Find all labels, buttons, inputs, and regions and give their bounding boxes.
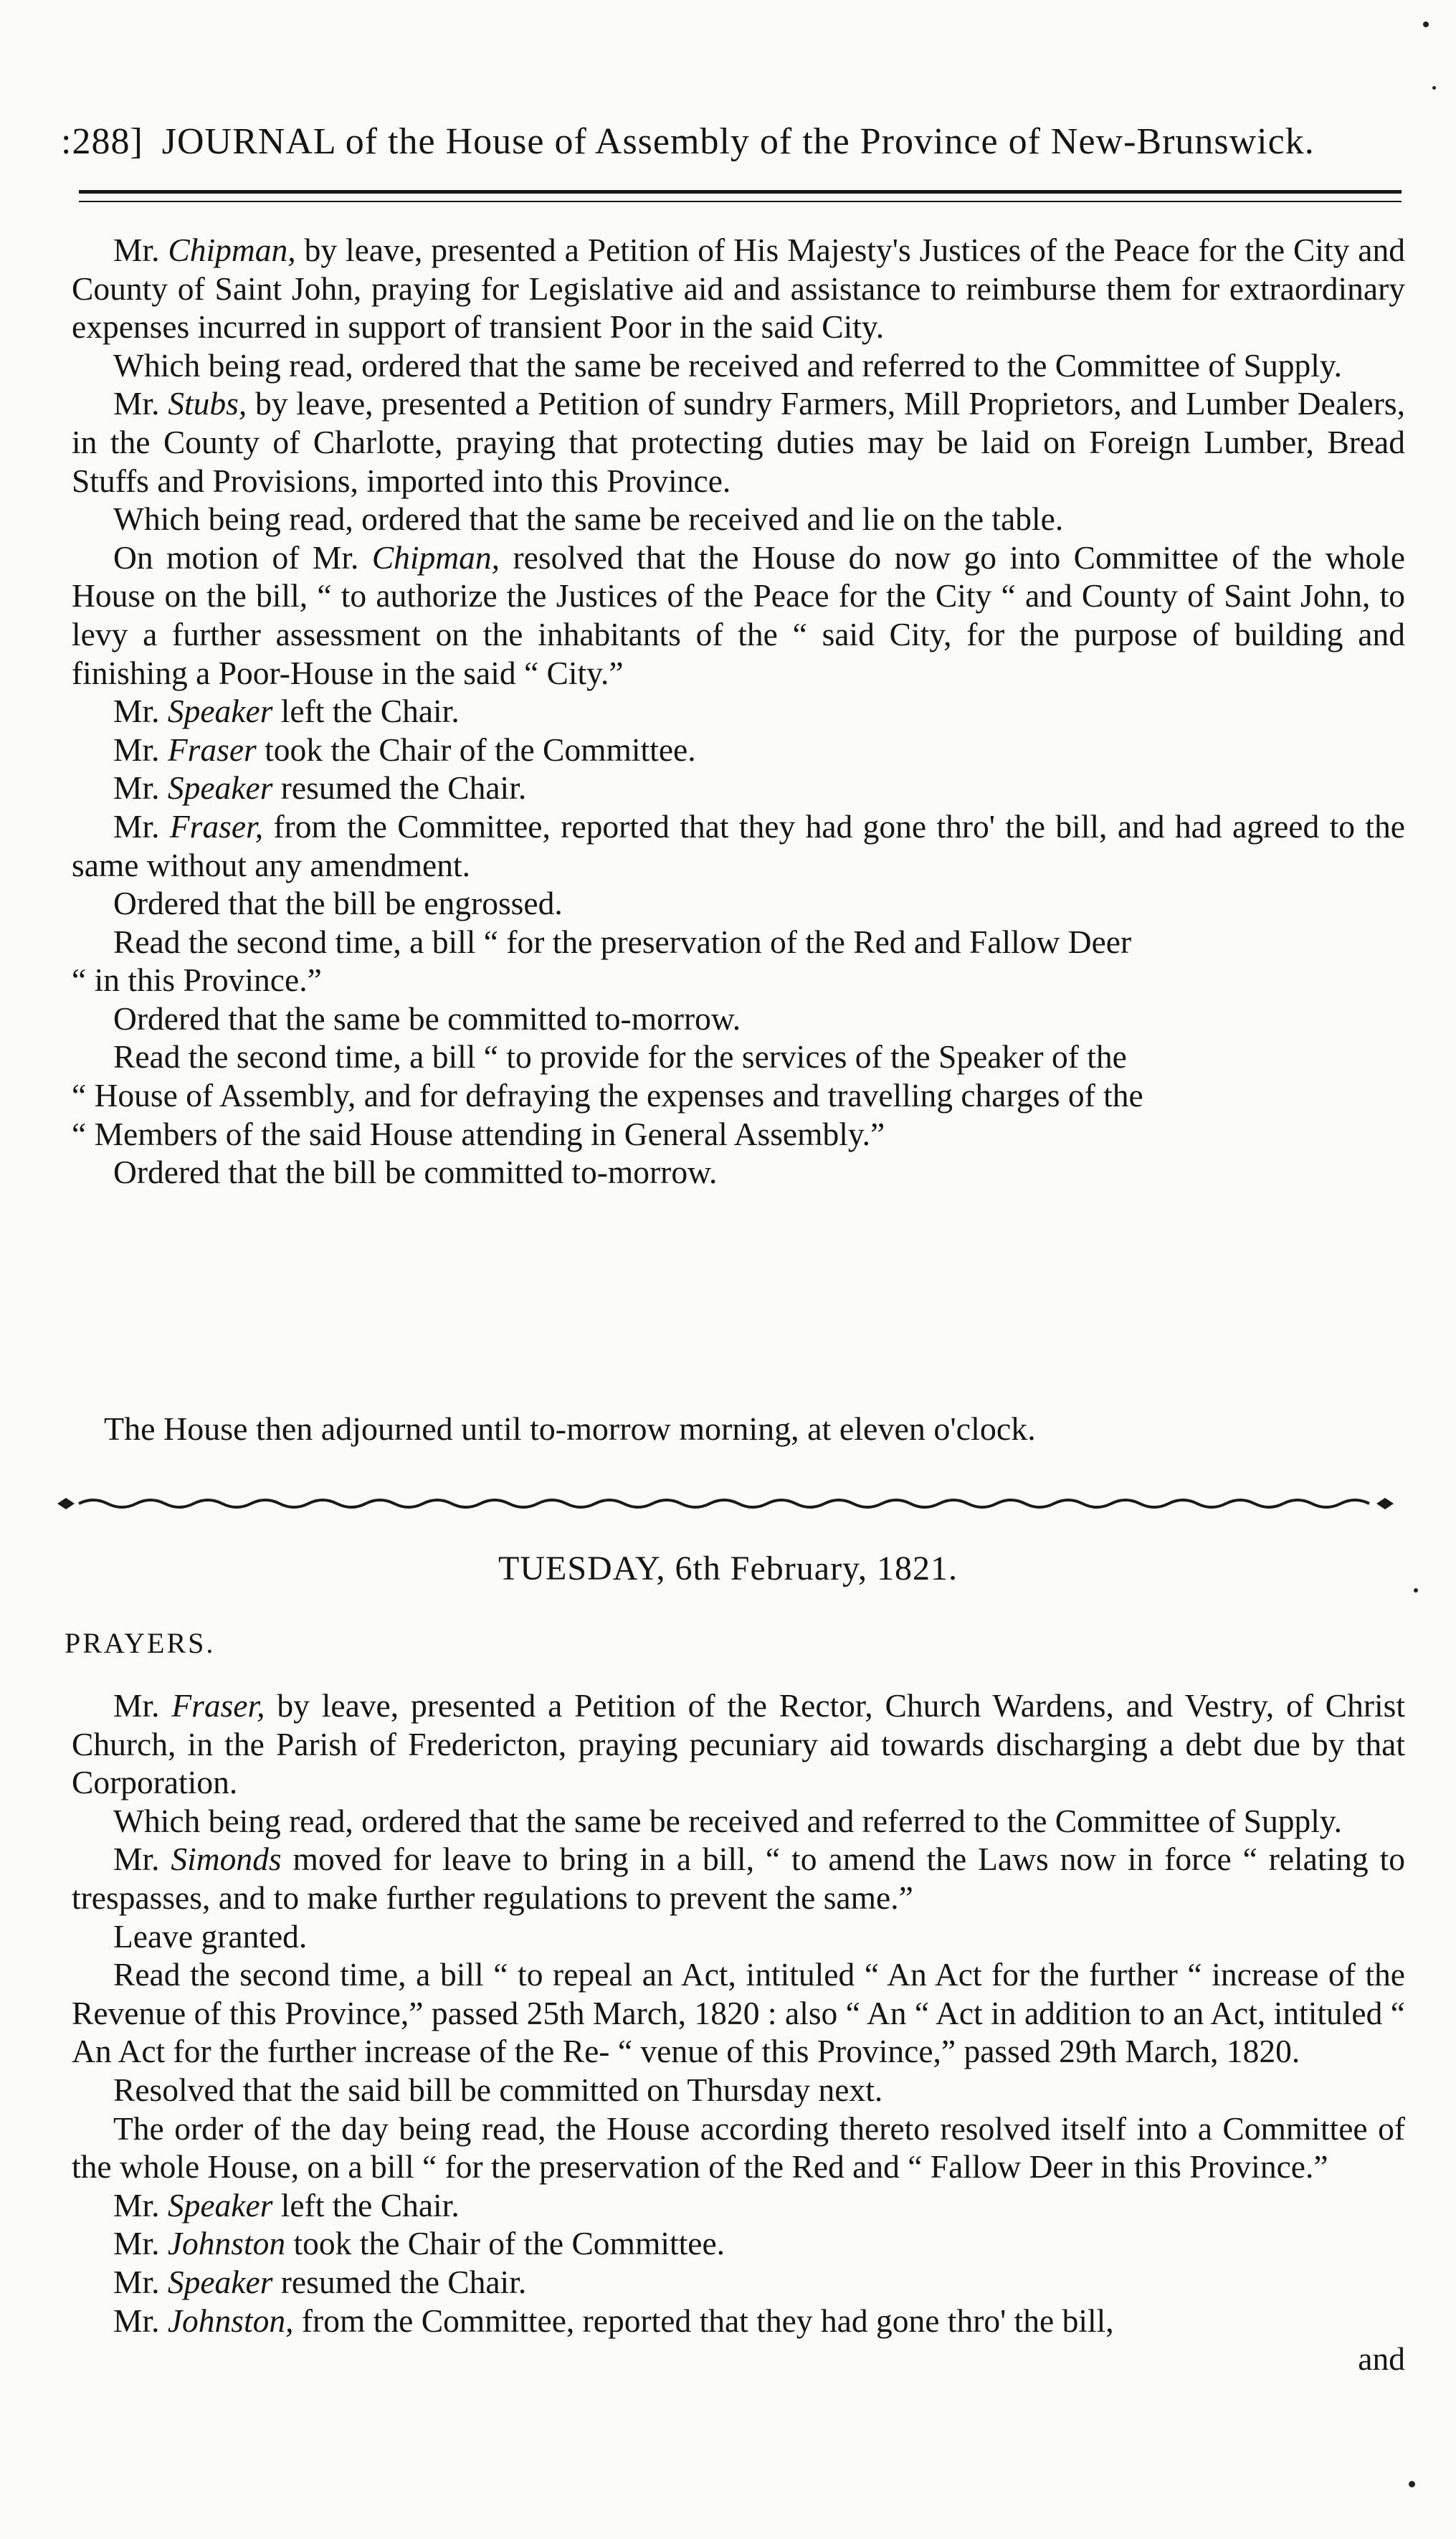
text-run: resolved that the House do now go into Committee of the whole House on the bill, “ to authorize the Justices of the Peace for the City “ and County of Saint John, to levy a further assessment on the inhabitants of the “ said City, for the purpose of building and finishing a Poor-House in the said “ City.” — [72, 538, 1405, 691]
paragraph: Which being read, ordered that the same be received and lie on the table. — [113, 500, 1064, 538]
member-name: Johnston — [167, 2225, 286, 2262]
ornamental-rule — [50, 1494, 1402, 1514]
print-speck — [1414, 1588, 1418, 1593]
print-speck — [1432, 86, 1436, 90]
text-run: took the Chair of the Committee. — [285, 2225, 725, 2262]
text-run: Mr. — [113, 232, 168, 268]
text-run: Mr. — [113, 2186, 168, 2224]
paragraph-continuation: “ Members of the said House attending in General Assembly.” — [72, 1115, 885, 1152]
page-header — [61, 120, 1409, 163]
paragraph: Which being read, ordered that the same be received and referred to the Committee of Supply. — [113, 346, 1343, 384]
paragraph — [72, 731, 1405, 769]
member-name: Chipman, — [371, 538, 500, 576]
text-run: On motion of Mr. — [113, 538, 372, 576]
prayers-heading: PRAYERS. — [65, 1627, 216, 1659]
paragraph-continuation: “ House of Assembly, and for defraying the expenses and travelling charges of the — [72, 1077, 1143, 1114]
text-run: Mr. — [113, 1841, 171, 1878]
text-run: resumed the Chair. — [272, 2263, 527, 2300]
print-speck — [1409, 2481, 1415, 2487]
paragraph — [72, 769, 1405, 807]
member-name: Chipman, — [168, 232, 296, 268]
member-name: Fraser, — [169, 807, 264, 845]
text-run: by leave, presented a Petition of the Rector, Church Wardens, and Vestry, of Christ Church, in the Parish of Fredericton, praying pecuniary aid towards discharging a debt due by that Corporation. — [72, 1687, 1405, 1801]
text-run: by leave, presented a Petition of sundry Farmers, Mill Proprietors, and Lumber Dealers, in the County of Charlotte, praying that protecting duties may be laid on Foreign Lumber, Bread Stuffs and Provisions, imported into this Province. — [72, 385, 1405, 499]
catchword: and — [1358, 2340, 1405, 2378]
paragraph: Read the second time, a bill “ to repeal an Act, intituled “ An Act for the further “ increase of the Revenue of this Province,” passed 25th March, 1820 : also “ An “ Act in addition to an Act, intituled “ An Act for the further increase of the Re- “ venue of this Province,” passed 29th March, 1820. — [72, 1956, 1405, 2070]
paragraph: Ordered that the same be committed to-morrow. — [113, 1000, 741, 1037]
member-name: Speaker — [167, 769, 273, 807]
text-run: Mr. — [113, 693, 168, 730]
paragraph — [72, 384, 1405, 500]
paragraph — [72, 1686, 1405, 1802]
member-name: Simonds — [171, 1841, 282, 1878]
member-name: Speaker — [167, 2263, 273, 2300]
text-run: Mr. — [113, 2302, 168, 2339]
paragraph — [72, 2186, 1405, 2225]
text-run: Mr. — [113, 385, 168, 422]
paragraph: Which being read, ordered that the same be received and referred to the Committee of Supply. — [113, 1802, 1343, 1839]
member-name: Speaker — [167, 2186, 273, 2224]
text-run: Mr. — [113, 2263, 168, 2300]
member-name: Johnston, — [167, 2302, 294, 2339]
member-name: Fraser — [167, 731, 257, 768]
paragraph: Read the second time, a bill “ for the preservation of the Red and Fallow Deer — [113, 923, 1132, 960]
proceedings-section-1 — [72, 231, 1405, 1192]
text-run: by leave, presented a Petition of His Majesty's Justices of the Peace for the City and County of Saint John, praying for Legislative aid and assistance to reimburse them for extraordinary expenses incurred in support of transient Poor in the said City. — [72, 232, 1405, 346]
paragraph: The order of the day being read, the House according thereto resolved itself into a Committee of the whole House, on a bill “ for the preservation of the Red and “ Fallow Deer in this Province.” — [72, 2109, 1405, 2186]
paragraph: Leave granted. — [113, 1917, 308, 1955]
text-run: from the Committee, reported that they had gone thro' the bill, — [293, 2302, 1114, 2339]
member-name: Fraser, — [171, 1687, 265, 1724]
text-run: took the Chair of the Committee. — [256, 731, 696, 768]
text-run: Mr. — [113, 1687, 172, 1724]
paragraph — [72, 1840, 1405, 1917]
proceedings-section-2 — [72, 1686, 1405, 2378]
paragraph — [72, 807, 1405, 884]
paragraph: Read the second time, a bill “ to provide for the services of the Speaker of the — [113, 1038, 1127, 1076]
text-run: moved for leave to bring in a bill, “ to amend the Laws now in force “ relating to trespasses, and to make further regulations to prevent the same.” — [72, 1841, 1405, 1916]
text-run: resumed the Chair. — [272, 769, 527, 807]
text-run: Mr. — [113, 731, 168, 768]
member-name: Stubs, — [168, 385, 247, 422]
paragraph: Resolved that the said bill be committed on Thursday next. — [113, 2071, 883, 2108]
paragraph: Ordered that the bill be engrossed. — [113, 885, 563, 922]
header-double-rule — [79, 190, 1402, 202]
paragraph — [72, 2302, 1405, 2340]
member-name: Speaker — [167, 693, 273, 730]
paragraph — [72, 692, 1405, 731]
text-run: Mr. — [113, 807, 170, 845]
print-speck — [1423, 22, 1429, 27]
date-heading: TUESDAY, 6th February, 1821. — [498, 1549, 958, 1588]
text-run: left the Chair. — [272, 693, 460, 730]
page-number: :288] — [61, 121, 143, 162]
paragraph-continuation: “ in this Province.” — [72, 962, 322, 999]
paragraph — [72, 538, 1405, 692]
paragraph — [72, 2263, 1405, 2302]
text-run: from the Committee, reported that they had gone thro' the bill, and had agreed to the same without any amendment. — [72, 807, 1405, 883]
adjournment-line: The House then adjourned until to-morrow morning, at eleven o'clock. — [104, 1410, 1036, 1447]
paragraph: Ordered that the bill be committed to-morrow. — [113, 1154, 718, 1191]
paragraph — [72, 2224, 1405, 2263]
text-run: Mr. — [113, 769, 168, 807]
text-run: left the Chair. — [272, 2186, 460, 2224]
paragraph — [72, 231, 1405, 346]
running-title: JOURNAL of the House of Assembly of the Province of New-Brunswick. — [161, 121, 1315, 162]
text-run: Mr. — [113, 2225, 168, 2262]
